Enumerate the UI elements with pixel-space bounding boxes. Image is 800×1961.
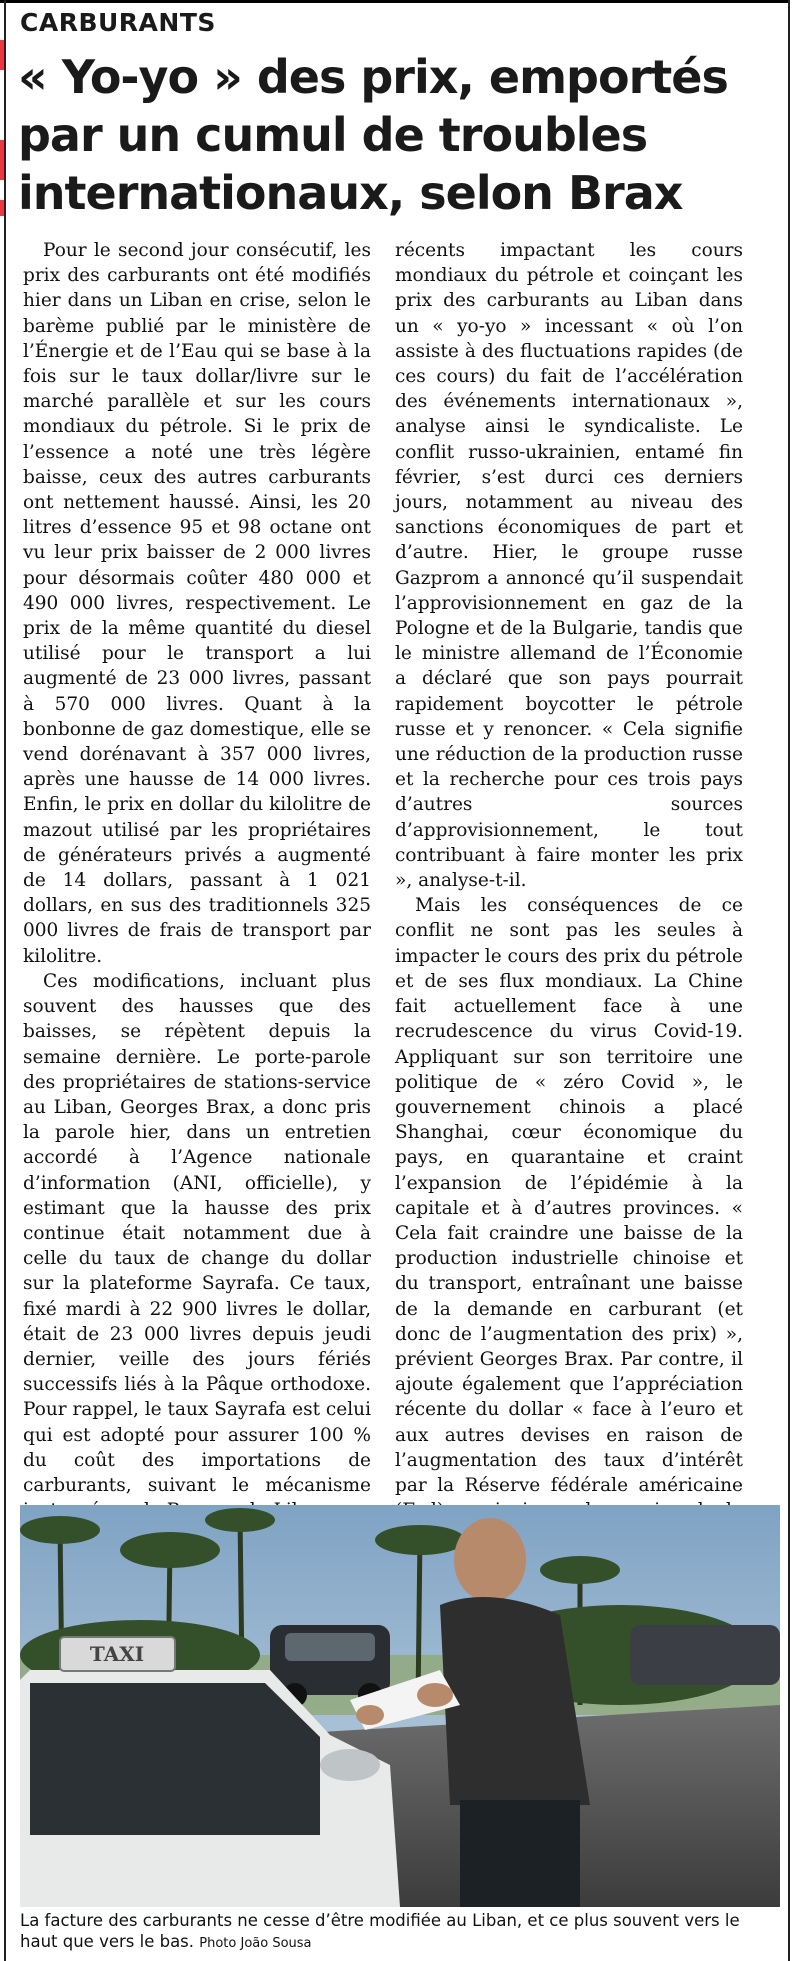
margin-mark <box>0 140 4 180</box>
photo-credit: Photo João Sousa <box>199 1936 312 1951</box>
paragraph: Pour le second jour consécutif, les prix des carburants ont été modifiés hier dans un Liban en crise, selon le barème publié par le ministère de l’Énergie et de l’Eau qui se base à la fois sur le taux dollar/livre sur le marché parallèle et sur les cours mondiaux du pétrole. Si le prix de l’essence a noté une très légère baisse, ceux des autres carburants ont nettement haussé. Ainsi, les 20 litres d’essence 95 et 98 octane ont vu leur prix baisser de 2 000 livres pour désormais coûter 480 000 et 490 000 livres, respectivement. Le prix de la même quantité du diesel utilisé pour le transport a lui augmenté de 23 000 livres, passant à 570 000 livres. Quant à la bonbonne de gaz domestique, elle se vend dorénavant à 357 000 livres, après une hausse de 14 000 livres. Enfin, le prix en dollar du kilolitre de mazout utilisé par les propriétaires de générateurs privés a augmenté de 14 dollars, passant à 1 021 dollars, en sus des traditionnels 325 000 livres de frais de transport par kilolitre. <box>23 240 371 967</box>
paragraph: Mais les conséquences de ce conflit ne sont pas les seules à impacter le cours des prix du pétrole et de ses flux mondiaux. La Chine fait actuellement face à une recrudescence du virus Covid-19. Appliquant sur son territoire une politique de « zéro Covid », le gouvernement chinois a placé Shanghai, cœur économique du pays, en quarantaine et craint l’expansion de l’épidémie à la capitale et à d’autres provinces. « Cela fait craindre une baisse de la production industrielle chinoise et du transport, entraînant une baisse de la demande en carburant (et donc de l’augmentation des prix) », prévient Georges Brax. Par contre, il ajoute également que l’appréciation récente du dollar « face à l’euro et aux autres devises en raison de l’augmentation des taux d’intérêt par la Réserve fédérale américaine <box>395 895 743 1496</box>
right-rule <box>788 0 790 1961</box>
top-rule <box>0 0 790 3</box>
margin-mark <box>0 40 4 70</box>
caption-text: La facture des carburants ne cesse d’être modifiée au Liban, et ce plus souvent vers le haut que vers le bas. <box>20 1911 740 1951</box>
margin-mark <box>0 200 4 216</box>
section-kicker: CARBURANTS <box>20 8 216 37</box>
left-rule <box>4 0 6 1961</box>
headline: « Yo-yo » des prix, emportés par un cumul de troubles internationaux, selon Brax <box>18 50 728 220</box>
paragraph: Ces modifications, incluant plus souvent des hausses que des baisses, se répètent depuis la semaine dernière. Le porte-parole des propriétaires de stations-service au Liban, Georges Brax, a donc pris la parole hier, dans un entretien accordé à l’Agence nationale d’information (ANI, officielle), y estimant que la hausse des prix continue était notamment due à celle du taux de change du dollar sur la plateforme Sayrafa. Ce taux, fixé mardi à 22 900 livres le dollar, était de 23 000 livres depuis jeudi dernier, veille des jours fériés successifs liés à la Pâque orthodoxe. Pour rappel, le taux Sayrafa est celui qui est adopté pour assurer 100 % du coût des importations de carburants, suivant le mécanisme <box>23 970 371 1496</box>
article-column-left <box>23 238 371 1641</box>
taxi-sign-text: TAXI <box>89 1642 145 1666</box>
article-photo <box>20 1505 780 1907</box>
article-column-right <box>395 238 743 1649</box>
photo-caption <box>20 1910 780 1954</box>
paragraph: récents impactant les cours mondiaux du pétrole et coinçant les prix des carburants au Liban dans un « yo-yo » incessant « où l’on assiste à des fluctuations rapides (de ces cours) du fait de l’accélération des événements internationaux », analyse ainsi le syndicaliste. Le conflit russo-ukrainien, entamé fin février, s’est durci ces derniers jours, notamment au niveau des sanctions économiques de part et d’autre. Hier, le groupe russe Gazprom a annoncé qu’il suspendait l’approvisionnement en gaz de la Pologne et de la Bulgarie, tandis que le ministre allemand de l’Économie a déclaré que son pays pourrait rapidement boycotter le pétrole russe et y renoncer. « Cela signifie une réduction de la production russe et la recherche pour ces trois pays d’autres sources d’approvisionnement, le tout contribuant à faire monter les prix », analyse-t-il. <box>395 240 743 892</box>
